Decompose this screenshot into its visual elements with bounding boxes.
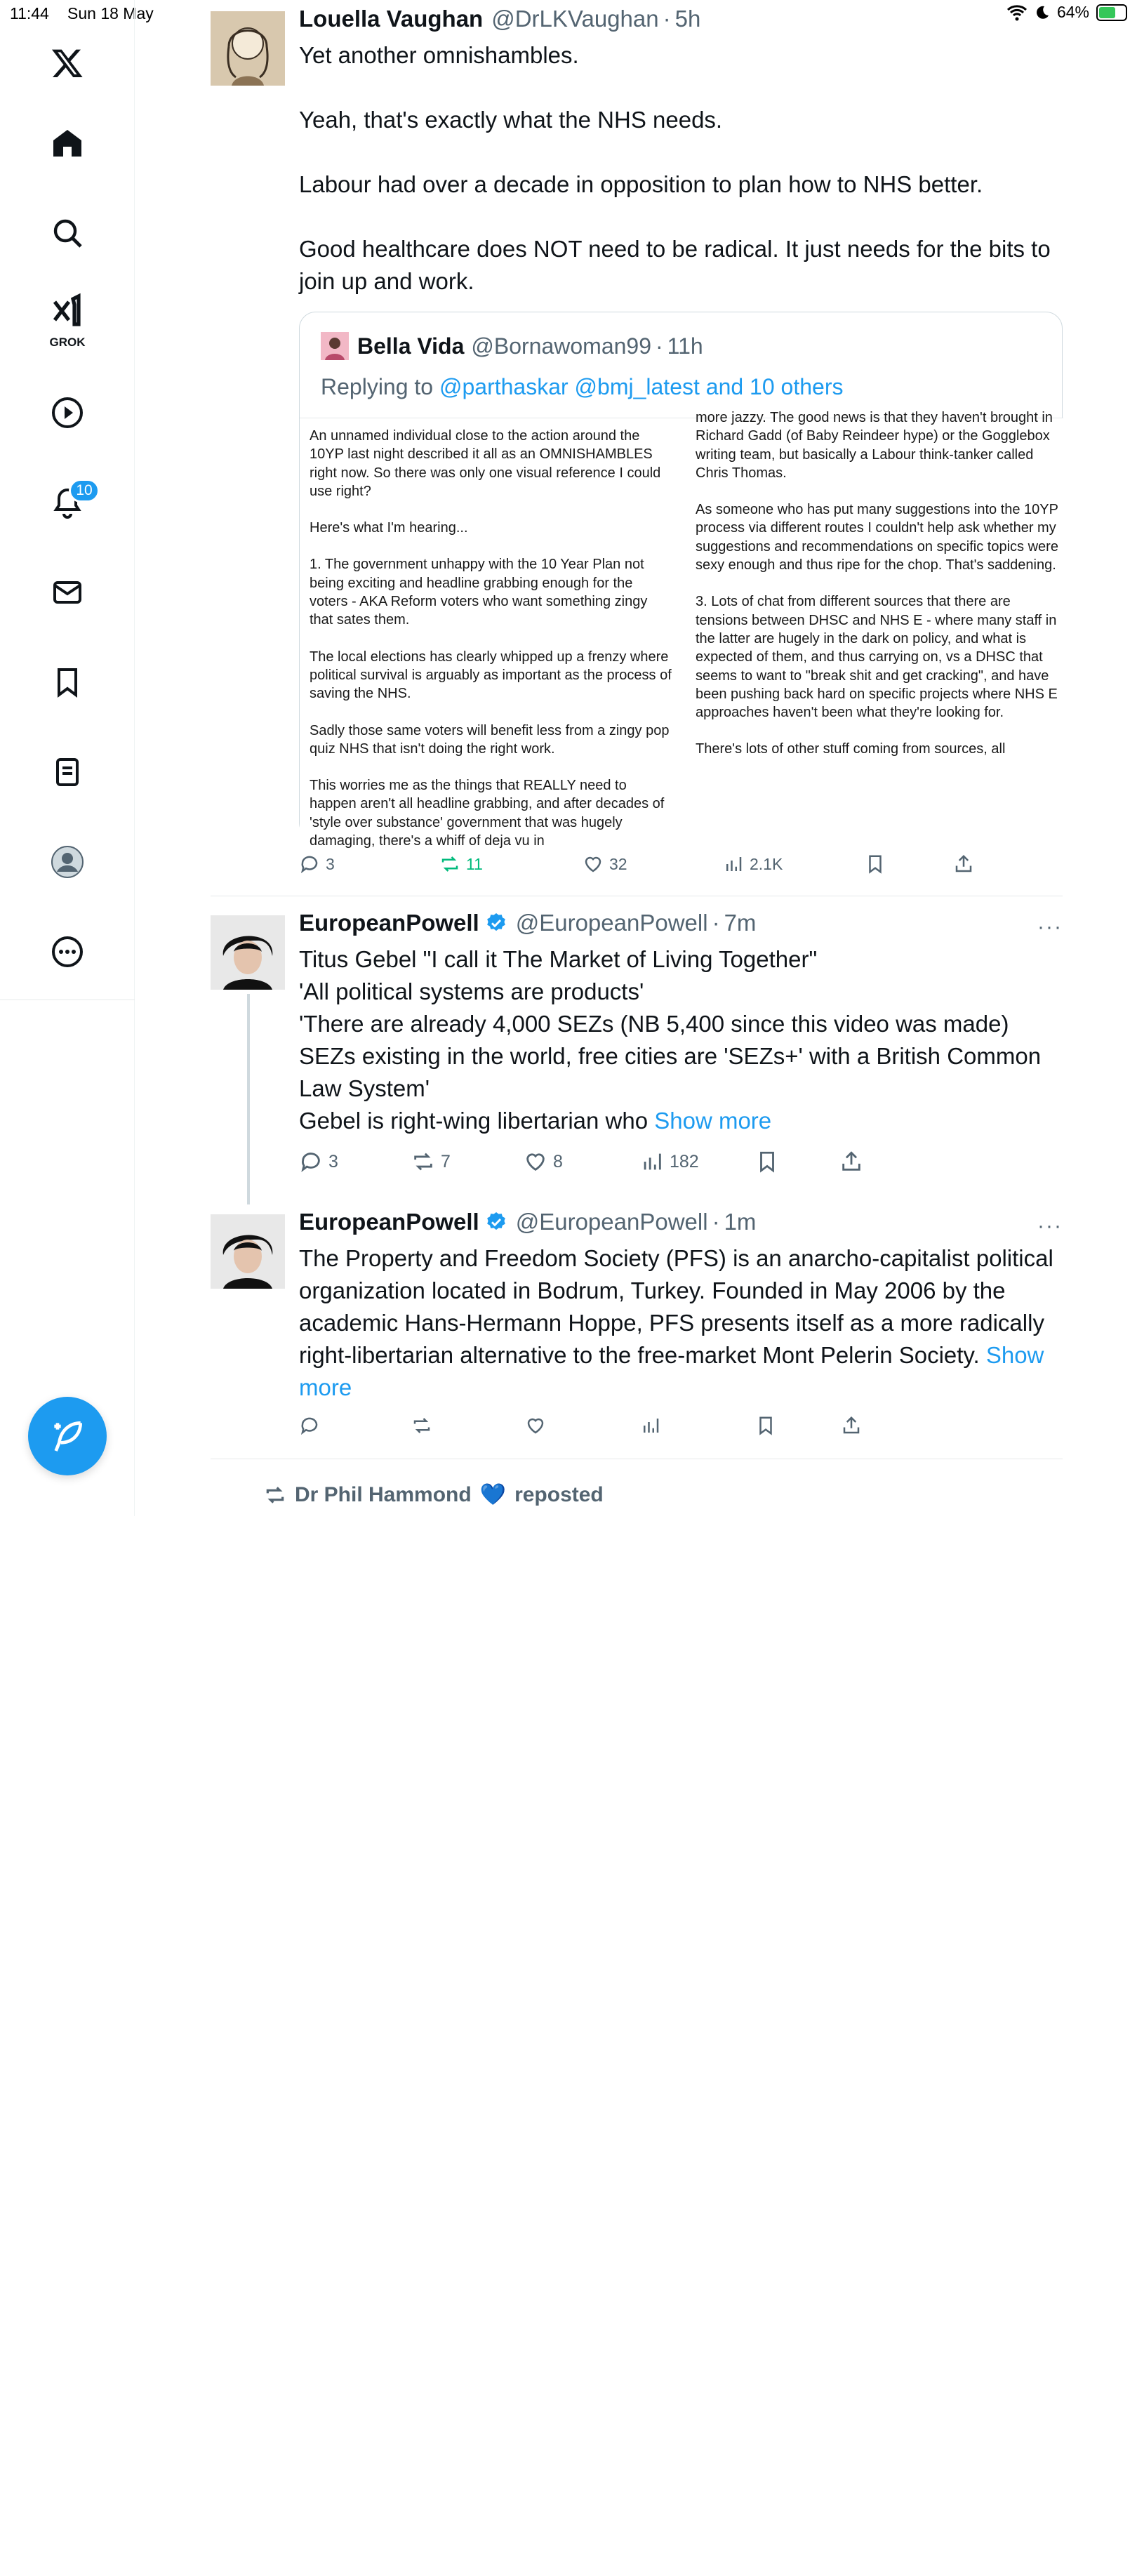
views-chart-icon bbox=[640, 1150, 664, 1174]
tweet-header bbox=[299, 1209, 756, 1235]
battery-icon bbox=[1096, 4, 1127, 21]
quoted-tweet-card[interactable] bbox=[299, 312, 1063, 849]
tweet-header bbox=[299, 6, 700, 32]
tweet-header bbox=[299, 910, 756, 936]
verified-badge-icon bbox=[485, 912, 507, 934]
messages-mail-icon[interactable] bbox=[39, 564, 95, 620]
tweet-paragraph bbox=[299, 1242, 1063, 1404]
tweet-text bbox=[299, 1242, 1063, 1404]
reply-button[interactable] bbox=[299, 1150, 338, 1174]
bookmark-button[interactable] bbox=[755, 1415, 776, 1436]
image-paragraph: Here's what I'm hearing... bbox=[310, 520, 468, 536]
separator-dot: · bbox=[712, 1209, 720, 1235]
tweet-actions bbox=[299, 854, 1063, 884]
reply-button[interactable] bbox=[299, 1415, 320, 1436]
author-handle[interactable]: @EuropeanPowell bbox=[515, 910, 708, 936]
thread-connector-line bbox=[247, 994, 250, 1204]
quote-avatar[interactable] bbox=[321, 332, 349, 360]
reposted-label: reposted bbox=[514, 1482, 604, 1506]
author-name[interactable]: Louella Vaughan bbox=[299, 6, 484, 32]
like-count: 32 bbox=[609, 854, 627, 873]
tweet-line: Titus Gebel "I call it The Market of Living Together" bbox=[299, 946, 818, 972]
views-button[interactable] bbox=[723, 854, 783, 875]
image-paragraph: An unnamed individual close to the action around the 10YP last night described it all as an OMNISHAMBLES right now. So there was only one visual reference I could use right? bbox=[310, 428, 661, 499]
wifi-icon bbox=[1006, 4, 1028, 22]
avatar[interactable] bbox=[211, 915, 285, 990]
reposted-by-row[interactable] bbox=[264, 1482, 604, 1507]
verified-badge-icon bbox=[485, 1211, 507, 1233]
quote-header bbox=[321, 332, 703, 360]
view-count: 182 bbox=[670, 1151, 699, 1171]
notifications-badge: 10 bbox=[69, 479, 100, 503]
tweet-actions bbox=[299, 1150, 1063, 1181]
show-more-link[interactable]: Show more bbox=[299, 1342, 1044, 1400]
tweet-line: 'All political systems are products' bbox=[299, 978, 644, 1004]
separator-dot: · bbox=[663, 6, 671, 32]
reply-button[interactable] bbox=[299, 854, 335, 875]
bookmark-icon bbox=[865, 854, 886, 875]
image-paragraph: The local elections has clearly whipped up a frenzy where political survival is arguably as important as the process of saving the NHS. bbox=[310, 649, 672, 702]
replying-prefix: Replying to bbox=[321, 374, 434, 399]
heart-icon bbox=[583, 854, 604, 875]
like-button[interactable] bbox=[524, 1150, 563, 1174]
image-paragraph: Sadly those same voters will benefit less from a zingy pop quiz NHS that isn't doing the right work. bbox=[310, 722, 670, 757]
avatar[interactable] bbox=[211, 1214, 285, 1289]
author-handle[interactable]: @DrLKVaughan bbox=[491, 6, 659, 32]
replying-to-links[interactable]: @parthaskar @bmj_latest and 10 others bbox=[439, 374, 844, 399]
quote-author-handle[interactable]: @Bornawoman99 bbox=[471, 333, 651, 359]
post-time[interactable]: 7m bbox=[724, 910, 757, 936]
tweet-text bbox=[299, 943, 1063, 1137]
tweet-line: Labour had over a decade in opposition to plan how to NHS better. bbox=[299, 171, 983, 197]
image-text-right-column bbox=[696, 409, 1060, 777]
separator-dot: · bbox=[712, 910, 720, 936]
repost-button[interactable] bbox=[439, 854, 483, 875]
share-button[interactable] bbox=[841, 1415, 862, 1436]
avatar-photo-icon bbox=[211, 915, 285, 990]
grok-icon[interactable] bbox=[39, 289, 95, 331]
reply-count: 3 bbox=[326, 854, 335, 873]
more-options-button[interactable]: ··· bbox=[1037, 915, 1063, 938]
image-paragraph: This worries me as the things that REALLY need to happen aren't all headline grabbing, and after decades of 'style over substance' government that was hugely damaging, there's a whiff of deja vu in bbox=[310, 778, 665, 849]
status-date: Sun 18 May bbox=[67, 4, 154, 22]
bookmark-button[interactable] bbox=[755, 1150, 779, 1174]
tweet-line bbox=[299, 1105, 1063, 1137]
tweet-content: The Property and Freedom Society (PFS) is an anarcho-capitalist political organization located in Bodrum, Turkey. Founded in May 2006 by the academic Hans-Hermann Hoppe, PFS presents itself as a more radically right-libertarian alternative to the free-market Mont Pelerin Society. bbox=[299, 1245, 1053, 1368]
status-right bbox=[1006, 3, 1127, 22]
avatar[interactable] bbox=[211, 11, 285, 86]
repost-count: 7 bbox=[441, 1151, 451, 1171]
like-count: 8 bbox=[553, 1151, 563, 1171]
views-button[interactable] bbox=[640, 1150, 699, 1174]
quote-author-name[interactable]: Bella Vida bbox=[357, 333, 465, 359]
quote-avatar-icon bbox=[321, 332, 349, 360]
tweet-actions bbox=[299, 2545, 1063, 2576]
view-count: 2.1K bbox=[750, 854, 783, 873]
avatar-photo-icon bbox=[211, 1214, 285, 1289]
repost-button[interactable] bbox=[411, 1150, 451, 1174]
repost-button[interactable] bbox=[411, 1415, 432, 1436]
compose-feather-icon bbox=[48, 1416, 87, 1456]
lists-icon[interactable] bbox=[39, 744, 95, 800]
post-time[interactable]: 1m bbox=[724, 1209, 757, 1235]
bookmark-icon bbox=[755, 1415, 776, 1436]
views-chart-icon bbox=[640, 1415, 661, 1436]
heart-icon bbox=[524, 1150, 547, 1174]
repost-icon bbox=[411, 1415, 432, 1436]
quote-attached-image[interactable] bbox=[300, 410, 1063, 849]
moon-icon bbox=[1035, 5, 1050, 20]
repost-icon bbox=[264, 1484, 286, 1506]
quote-time: 11h bbox=[667, 333, 703, 359]
share-icon bbox=[953, 854, 974, 875]
image-paragraph: 1. The government unhappy with the 10 Year Plan not being exciting and headline grabbing enough for the voters - AKA Reform voters who want something zingy that sates them. bbox=[310, 557, 648, 628]
battery-fill bbox=[1099, 7, 1115, 18]
video-play-icon[interactable] bbox=[39, 385, 95, 441]
tweet-line: Yet another omnishambles. bbox=[299, 42, 579, 68]
replying-to bbox=[321, 374, 843, 400]
sidebar bbox=[0, 0, 135, 1516]
more-options-icon[interactable] bbox=[39, 924, 95, 980]
post-time[interactable]: 5h bbox=[674, 6, 701, 32]
image-paragraph: There's lots of other stuff coming from sources, all bbox=[696, 741, 1006, 757]
share-button[interactable] bbox=[953, 854, 974, 875]
grok-label: GROK bbox=[49, 336, 86, 349]
separator-dot: · bbox=[656, 333, 663, 359]
avatar-sketch-icon bbox=[211, 11, 285, 86]
image-paragraph: 3. Lots of chat from different sources that there are tensions between DHSC and NHS E - where many staff in the latter are hugely in the dark on policy, and what is expected of them, and thus carrying on, vs a DHSC that seems to want to "break shit and get cracking", and have been pushing back hard on specific projects where NHS E approaches haven't been what they're looking for. bbox=[696, 594, 1058, 721]
bookmark-icon bbox=[755, 1150, 779, 1174]
image-paragraph: As someone who has put many suggestions into the 10YP process via different routes I couldn't help ask whether my suggestions and recommendations on specific topics were sexy enough and thus ripe for the chop. That's saddening. bbox=[696, 502, 1058, 573]
image-text-left-column bbox=[310, 427, 674, 868]
reply-icon bbox=[299, 1415, 320, 1436]
author-name[interactable]: EuropeanPowell bbox=[299, 1209, 479, 1235]
reply-icon bbox=[299, 854, 320, 875]
share-icon bbox=[841, 1415, 862, 1436]
share-icon bbox=[839, 1150, 863, 1174]
tweet-line: Good healthcare does NOT need to be radical. It just needs for the bits to join up and work. bbox=[299, 236, 1051, 294]
tweet-line: 'There are already 4,000 SEZs (NB 5,400 since this video was made) SEZs existing in the world, free cities are 'SEZs+' with a British Common Law System' bbox=[299, 1011, 1042, 1101]
bookmark-button[interactable] bbox=[865, 854, 886, 875]
share-button[interactable] bbox=[839, 1150, 863, 1174]
repost-count: 11 bbox=[466, 854, 483, 873]
tweet-last-line: Gebel is right-wing libertarian who bbox=[299, 1108, 649, 1134]
views-chart-icon bbox=[723, 854, 744, 875]
tweet-text bbox=[299, 39, 1063, 298]
show-more-link[interactable]: Show more bbox=[654, 1108, 772, 1134]
views-button[interactable] bbox=[640, 1415, 661, 1436]
battery-percent: 64% bbox=[1056, 3, 1089, 21]
search-icon[interactable] bbox=[39, 205, 95, 261]
repost-icon bbox=[439, 854, 460, 875]
reposter-name[interactable]: Dr Phil Hammond bbox=[295, 1482, 472, 1506]
x-logo-icon[interactable] bbox=[39, 35, 95, 91]
compose-post-button[interactable] bbox=[28, 1397, 107, 1475]
like-button[interactable] bbox=[583, 854, 627, 875]
profile-avatar-icon[interactable] bbox=[39, 834, 95, 890]
tweet-line: Yeah, that's exactly what the NHS needs. bbox=[299, 107, 723, 133]
heart-icon bbox=[525, 1415, 546, 1436]
tweet3-actions bbox=[299, 1415, 1063, 1446]
home-icon[interactable] bbox=[39, 115, 95, 171]
repost-icon bbox=[411, 1150, 435, 1174]
reply-count: 3 bbox=[328, 1151, 338, 1171]
reply-icon bbox=[299, 1150, 323, 1174]
author-name[interactable]: EuropeanPowell bbox=[299, 910, 479, 936]
status-time: 11:44 bbox=[10, 4, 49, 22]
author-handle[interactable]: @EuropeanPowell bbox=[515, 1209, 708, 1235]
bookmarks-icon[interactable] bbox=[39, 654, 95, 710]
image-paragraph: more jazzy. The good news is that they haven't brought in Richard Gadd (of Baby Reindeer hype) or the Gogglebox writing team, but basically a Labour think-tanker called Chris Thomas. bbox=[696, 410, 1053, 481]
blue-heart-emoji: 💙 bbox=[479, 1483, 507, 1506]
more-options-button[interactable]: ··· bbox=[1037, 1214, 1063, 1237]
like-button[interactable] bbox=[525, 1415, 546, 1436]
